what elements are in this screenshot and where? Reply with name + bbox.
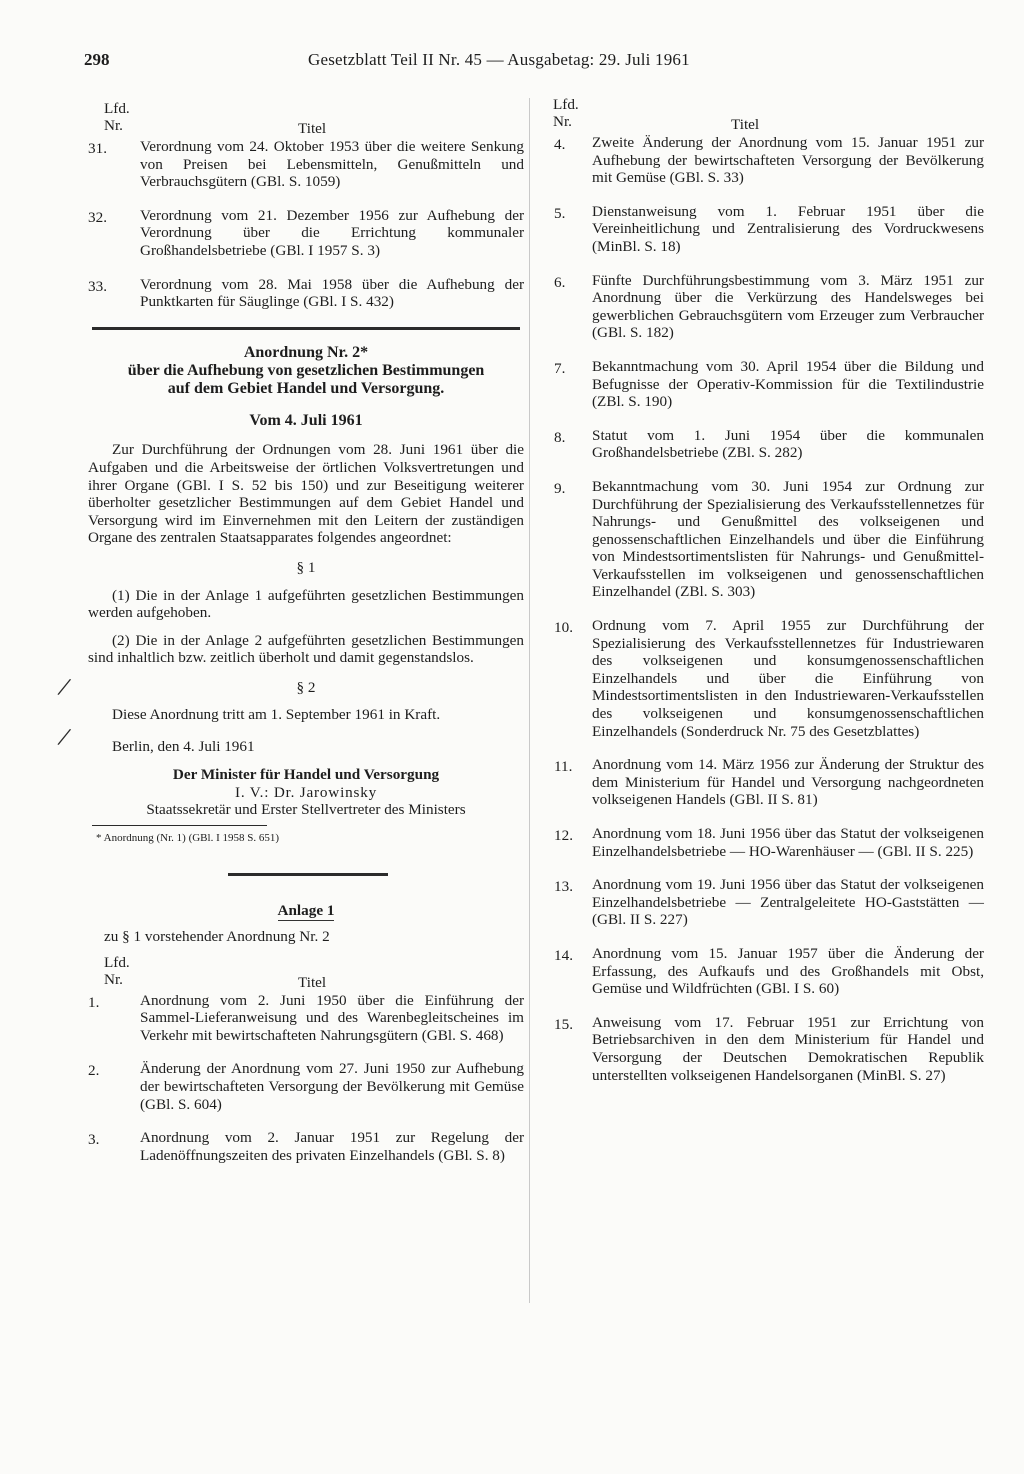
table-header [88, 954, 524, 992]
section-divider [92, 327, 520, 330]
list-item: 2. Änderung der Anordnung vom 27. Juni 1950 zur Aufhebung der bewirtschafteten Versorgung der Bevölkerung mit Gemüse (GBl. S. 604) [88, 1060, 524, 1113]
paragraph-text: Diese Anordnung tritt am 1. September 1961 in Kraft. [112, 706, 441, 724]
margin-check-mark: / [55, 721, 74, 754]
list-item: 14. Anordnung vom 15. Januar 1957 über die Änderung der Erfassung, des Aufkaufs und des Großhandels mit Obst, Gemüse und Wildfrüchten (GBl. I S. 60) [554, 944, 984, 998]
column-divider [529, 98, 530, 1303]
lfd-nr-label: Lfd. Nr. [553, 96, 579, 130]
paragraph-heading: § 2 [296, 678, 316, 696]
minister-title: Der Minister für Handel und Versorgung [172, 765, 440, 783]
list-item: 1. Anordnung vom 2. Juni 1950 über die Einführung der Sammel-Lieferanweisung und des Warenbegleitscheines im Verkehr mit bewirtschafteten Nahrungsgütern (GBl. S. 468) [88, 991, 524, 1044]
titel-label: Titel [298, 973, 327, 991]
paragraph-text: (2) Die in der Anlage 2 aufgeführten gesetzlichen Bestimmungen sind inhaltlich bzw. zeitlich überholt und damit gegenstandslos. [88, 631, 524, 667]
left-column [88, 100, 524, 1180]
paragraph-text: (1) Die in der Anlage 1 aufgeführten gesetzlichen Bestimmungen werden aufgehoben. [88, 586, 524, 622]
list-item: 6. Fünfte Durchführungsbestimmung vom 3. März 1951 zur Anordnung über die Verkürzung des Handelsweges bei gewerblichen Gebrauchsgütern vom Erzeuger zum Verbraucher (GBl. S. 182) [554, 271, 984, 342]
list-item: 31. Verordnung vom 24. Oktober 1953 über die weitere Senkung von Preisen bei Lebensmitteln, Genußmitteln und Verbrauchsgütern (GBl. S. 1059) [88, 138, 524, 191]
preamble: Zur Durchführung der Ordnungen vom 28. Juni 1961 über die Aufgaben und die Arbeitsweise der örtlichen Volksvertretungen und ihrer Organe (GBl. I S. 52 bis 150) und zur Beseitigung weiterer überholter gesetzlicher Bestimmungen auf dem Gebiet Handel und Versorgung wird im Einvernehmen mit den Leitern der zuständigen Organe des zentralen Staatsapparates folgendes angeordnet: [88, 441, 524, 547]
list-item: 7. Bekanntmachung vom 30. April 1954 über die Bildung und Befugnisse der Operativ-Kommission für die Textilindustrie (ZBl. S. 190) [554, 357, 984, 411]
anlage-title: Anlage 1 [277, 902, 335, 920]
place-date: Berlin, den 4. Juli 1961 [112, 738, 255, 756]
signatory-title: Staatssekretär und Erster Stellvertreter des Ministers [146, 801, 466, 819]
list-item: 5. Dienstanweisung vom 1. Februar 1951 über die Vereinheitlichung und Zentralisierung des Vordruckwesens (MinBl. S. 18) [554, 202, 984, 255]
page-header [84, 50, 764, 76]
anlage-subtitle: zu § 1 vorstehender Anordnung Nr. 2 [104, 928, 330, 946]
ordinance-title: Anordnung Nr. 2* über die Aufhebung von gesetzlichen Bestimmungen auf dem Gebiet Handel und Versorgung. [127, 343, 485, 397]
table-header [88, 100, 524, 138]
lfd-nr-label: Lfd. Nr. [104, 953, 130, 988]
lfd-nr-label: Lfd. Nr. [104, 100, 130, 134]
list-item: 10. Ordnung vom 7. April 1955 zur Durchführung der Spezialisierung des Verkaufsstellennetzes für Industriewaren des volkseigenen und konsumgenossenschaftlichen Einzelhandels und über die Einführung von Mindestsortimentslisten in den Industriewaren-Verkaufsstellen des volkseigenen und konsumgenossenschaftlichen Einzelhandels (Sonderdruck Nr. 75 des Gesetzblattes) [554, 617, 984, 740]
section-divider [228, 873, 388, 876]
list-item: 33. Verordnung vom 28. Mai 1958 über die Aufhebung der Punktkarten für Säuglinge (GBl. I S. 432) [88, 275, 524, 311]
list-item: 9. Bekanntmachung vom 30. Juni 1954 zur Ordnung zur Durchführung der Spezialisierung des Verkaufsstellennetzes für Nahrungs- und Genußmittel des volkseigenen und genossenschaftlichen Einzelhandels und über die Einführung von Mindestsortimentslisten für Nahrungs- und Genußmittel-Verkaufsstellen im volkseigenen und genossenschaftlichen Einzelhandel (ZBl. S. 303) [554, 477, 984, 601]
list-item: 13. Anordnung vom 19. Juni 1956 über das Statut der volkseigenen Einzelhandelsbetriebe — Zentralgeleitete HO-Gaststätten — (GBl. II S. 227) [554, 876, 984, 929]
list-item: 11. Anordnung vom 14. März 1956 zur Änderung der Struktur des dem Ministerium für Handel und Versorgung nachgeordneten volkseigenen Handels (GBl. II S. 81) [554, 756, 984, 809]
list-item: 3. Anordnung vom 2. Januar 1951 zur Regelung der Ladenöffnungszeiten des privaten Einzelhandels (GBl. S. 8) [88, 1129, 524, 1164]
list-item: 4. Zweite Änderung der Anordnung vom 15. Januar 1951 zur Aufhebung der bewirtschafteten Versorgung der Bevölkerung mit Gemüse (GBl. S. 33) [554, 134, 984, 187]
titel-label: Titel [298, 120, 327, 137]
footnote-divider [92, 825, 267, 826]
signatory: I. V.: Dr. Jarowinsky [235, 783, 377, 801]
list-item: 15. Anweisung vom 17. Februar 1951 zur Errichtung von Betriebsarchiven in den dem Ministerium für Handel und Versorgung der Deutschen Demokratischen Republik unterstellten volkseigenen Handelsorganen (MinBl. S. 27) [554, 1013, 984, 1084]
margin-check-mark: / [55, 671, 74, 704]
ordinance-date: Vom 4. Juli 1961 [249, 411, 363, 429]
header-title: Gesetzblatt Teil II Nr. 45 — Ausgabetag: 29. Juli 1961 [308, 50, 690, 69]
list-item: 12. Anordnung vom 18. Juni 1956 über das Statut der volkseigenen Einzelhandelsbetriebe — HO-Warenhäuser — (GBl. II S. 225) [554, 825, 984, 860]
footnote: * Anordnung (Nr. 1) (GBl. I 1958 S. 651) [96, 831, 280, 844]
table-header [544, 96, 984, 134]
list-item: 32. Verordnung vom 21. Dezember 1956 zur Aufhebung der Verordnung über die Errichtung kommunaler Großhandelsbetriebe (GBl. I 1957 S. 3) [88, 206, 524, 259]
titel-label: Titel [731, 116, 760, 133]
list-item: 8. Statut vom 1. Juni 1954 über die kommunalen Großhandelsbetriebe (ZBl. S. 282) [554, 426, 984, 462]
paragraph-heading: § 1 [296, 558, 316, 576]
page-number: 298 [84, 50, 110, 69]
right-column [544, 96, 984, 1100]
